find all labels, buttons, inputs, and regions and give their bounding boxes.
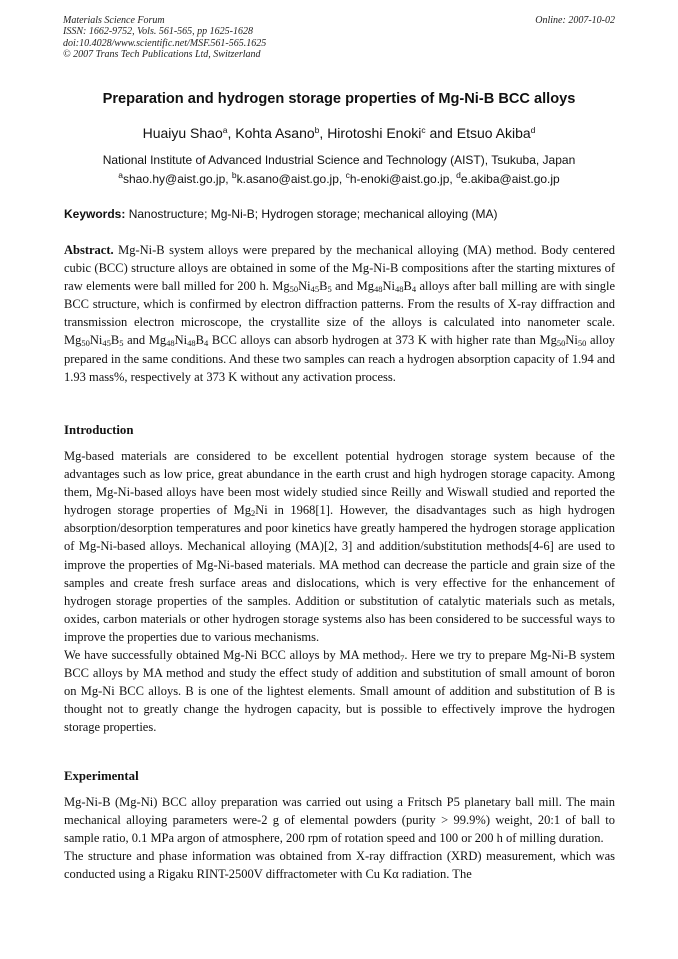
email-mark: b bbox=[231, 170, 237, 180]
online-date: Online: 2007-10-02 bbox=[535, 15, 615, 26]
experimental-body bbox=[64, 793, 615, 883]
publication-info bbox=[63, 15, 266, 61]
abstract bbox=[64, 241, 615, 386]
email-link[interactable]: k.asano@aist.go.jp bbox=[236, 172, 339, 186]
author-name: Etsuo Akiba bbox=[456, 125, 531, 141]
author-separator: , bbox=[319, 125, 328, 141]
experimental-heading: Experimental bbox=[64, 769, 139, 783]
issn-line: ISSN: 1662-9752, Vols. 561-565, pp 1625-1628 bbox=[63, 26, 253, 38]
paragraph: We have successfully obtained Mg-Ni BCC alloys by MA method$_7$. Here we try to prepare Mg-Ni-B system BCC alloys by MA method and study the effect study of addition and substitution of small amount of boron on Mg-Ni BCC alloys. B is one of the lightest elements. Small amount of addition and substitution of B is thought not to greatly change the hydrogen capacity, but is possible to effectively improve the hydrogen storage properties. bbox=[64, 648, 615, 735]
abstract-text: Mg-Ni-B system alloys were prepared by the mechanical alloying (MA) method. Body centered cubic (BCC) structure alloys are obtained in some of the Mg-Ni-B compositions after the starting mixtures of raw elements were ball milled for 200 h. $Mg_{50}Ni_{45}B_5$ and $Mg_{48}Ni_{48}B_4$ alloys after ball milling are with single BCC structure, which is confirmed by electron diffraction patterns. From the results of X-ray diffraction and transmission electron microscope, the crystallite size of the alloys is calculated into nanometer scale. $Mg_{50}Ni_{45}B_5$ and $Mg_{48}Ni_{48}B_4$ BCC alloys can absorb hydrogen at 373 K with higher rate than $Mg_{50}Ni_{50}$ alloy prepared in the same conditions. And these two samples can reach a hydrogen absorption capacity of 1.94 and 1.93 mass%, respectively at 373 K without any activation process. bbox=[64, 243, 615, 384]
paragraph: Mg-Ni-B (Mg-Ni) BCC alloy preparation was carried out using a Fritsch P5 planetary ball mill. The main mechanical alloying parameters were-2 g of elemental powders (purity > 99.9%) weight, 20:1 of ball to sample ratio, 0.1 MPa argon of atmosphere, 200 rpm of rotation speed and 100 or 200 h of milling duration. bbox=[64, 795, 615, 846]
keywords-text: Nanostructure; Mg-Ni-B; Hydrogen storage; mechanical alloying (MA) bbox=[125, 207, 498, 221]
author-mark: a bbox=[222, 125, 228, 135]
keywords bbox=[64, 207, 624, 221]
paragraph: The structure and phase information was obtained from X-ray diffraction (XRD) measurement, which was conducted using a Rigaku RINT-2500V diffractometer with Cu Kα radiation. The bbox=[64, 849, 615, 882]
email-link[interactable]: e.akiba@aist.go.jp bbox=[460, 172, 560, 186]
affiliation: National Institute of Advanced Industrial Science and Technology (AIST), Tsukuba, Japan bbox=[102, 153, 576, 167]
author-name: Hirotoshi Enoki bbox=[327, 125, 422, 141]
email-link[interactable]: shao.hy@aist.go.jp bbox=[123, 172, 226, 186]
abstract-label: Abstract. bbox=[64, 243, 114, 257]
email-link[interactable]: h-enoki@aist.go.jp bbox=[349, 172, 450, 186]
author-separator: , bbox=[227, 125, 236, 141]
paper-title: Preparation and hydrogen storage properties of Mg-Ni-B BCC alloys bbox=[102, 91, 576, 107]
copyright-line: © 2007 Trans Tech Publications Ltd, Switzerland bbox=[63, 49, 261, 61]
keywords-label: Keywords: bbox=[64, 207, 126, 221]
email-mark: c bbox=[345, 170, 350, 180]
author-name: Kohta Asano bbox=[235, 125, 315, 141]
journal-name: Materials Science Forum bbox=[63, 15, 165, 26]
author-list bbox=[40, 125, 638, 141]
email-list: $^a$shao.hy@aist.go.jp, $^b$k.asano@aist.go.jp, $^c$h-enoki@aist.go.jp, $^d$e.akiba@aist.go.jp bbox=[118, 170, 560, 186]
author-name: Huaiyu Shao bbox=[142, 125, 223, 141]
introduction-body bbox=[64, 447, 615, 737]
author-separator: and bbox=[425, 125, 457, 141]
author-mark: b bbox=[314, 125, 320, 135]
author-mark: d bbox=[530, 125, 536, 135]
email-mark: d bbox=[456, 170, 461, 180]
paragraph: Mg-based materials are considered to be excellent potential hydrogen storage system because of the advantages such as low price, great abundance in the earth crust and high hydrogen storage capacity. Among them, Mg-Ni-based alloys have been most widely studied since Reilly and Wiswall studied and reported the hydrogen storage properties of $Mg_2Ni$ in 1968[1]. However, the disadvantages such as high hydrogen absorption/desorption temperatures and poor kinetics have greatly hampered the hydrogen storage application of Mg-Ni-based alloys. Mechanical alloying (MA)[2, 3] and addition/substitution methods[4-6] are used to improve the properties of Mg-Ni-based materials. MA method can decrease the particle and grain size of the samples and create fresh surface areas and dislocations, which is very effective for the enhancement of hydrogen storage properties of the samples. Addition or substitution of catalytic materials such as metals, oxides, carbon materials or other hydrogen storage systems also has been considered to be successful ways to improve the properties due to various mechanisms. bbox=[64, 449, 615, 644]
author-mark: c bbox=[421, 125, 426, 135]
introduction-heading: Introduction bbox=[64, 423, 134, 437]
email-mark: a bbox=[118, 170, 123, 180]
doi-line: doi:10.4028/www.scientific.net/MSF.561-565.1625 bbox=[63, 37, 267, 49]
